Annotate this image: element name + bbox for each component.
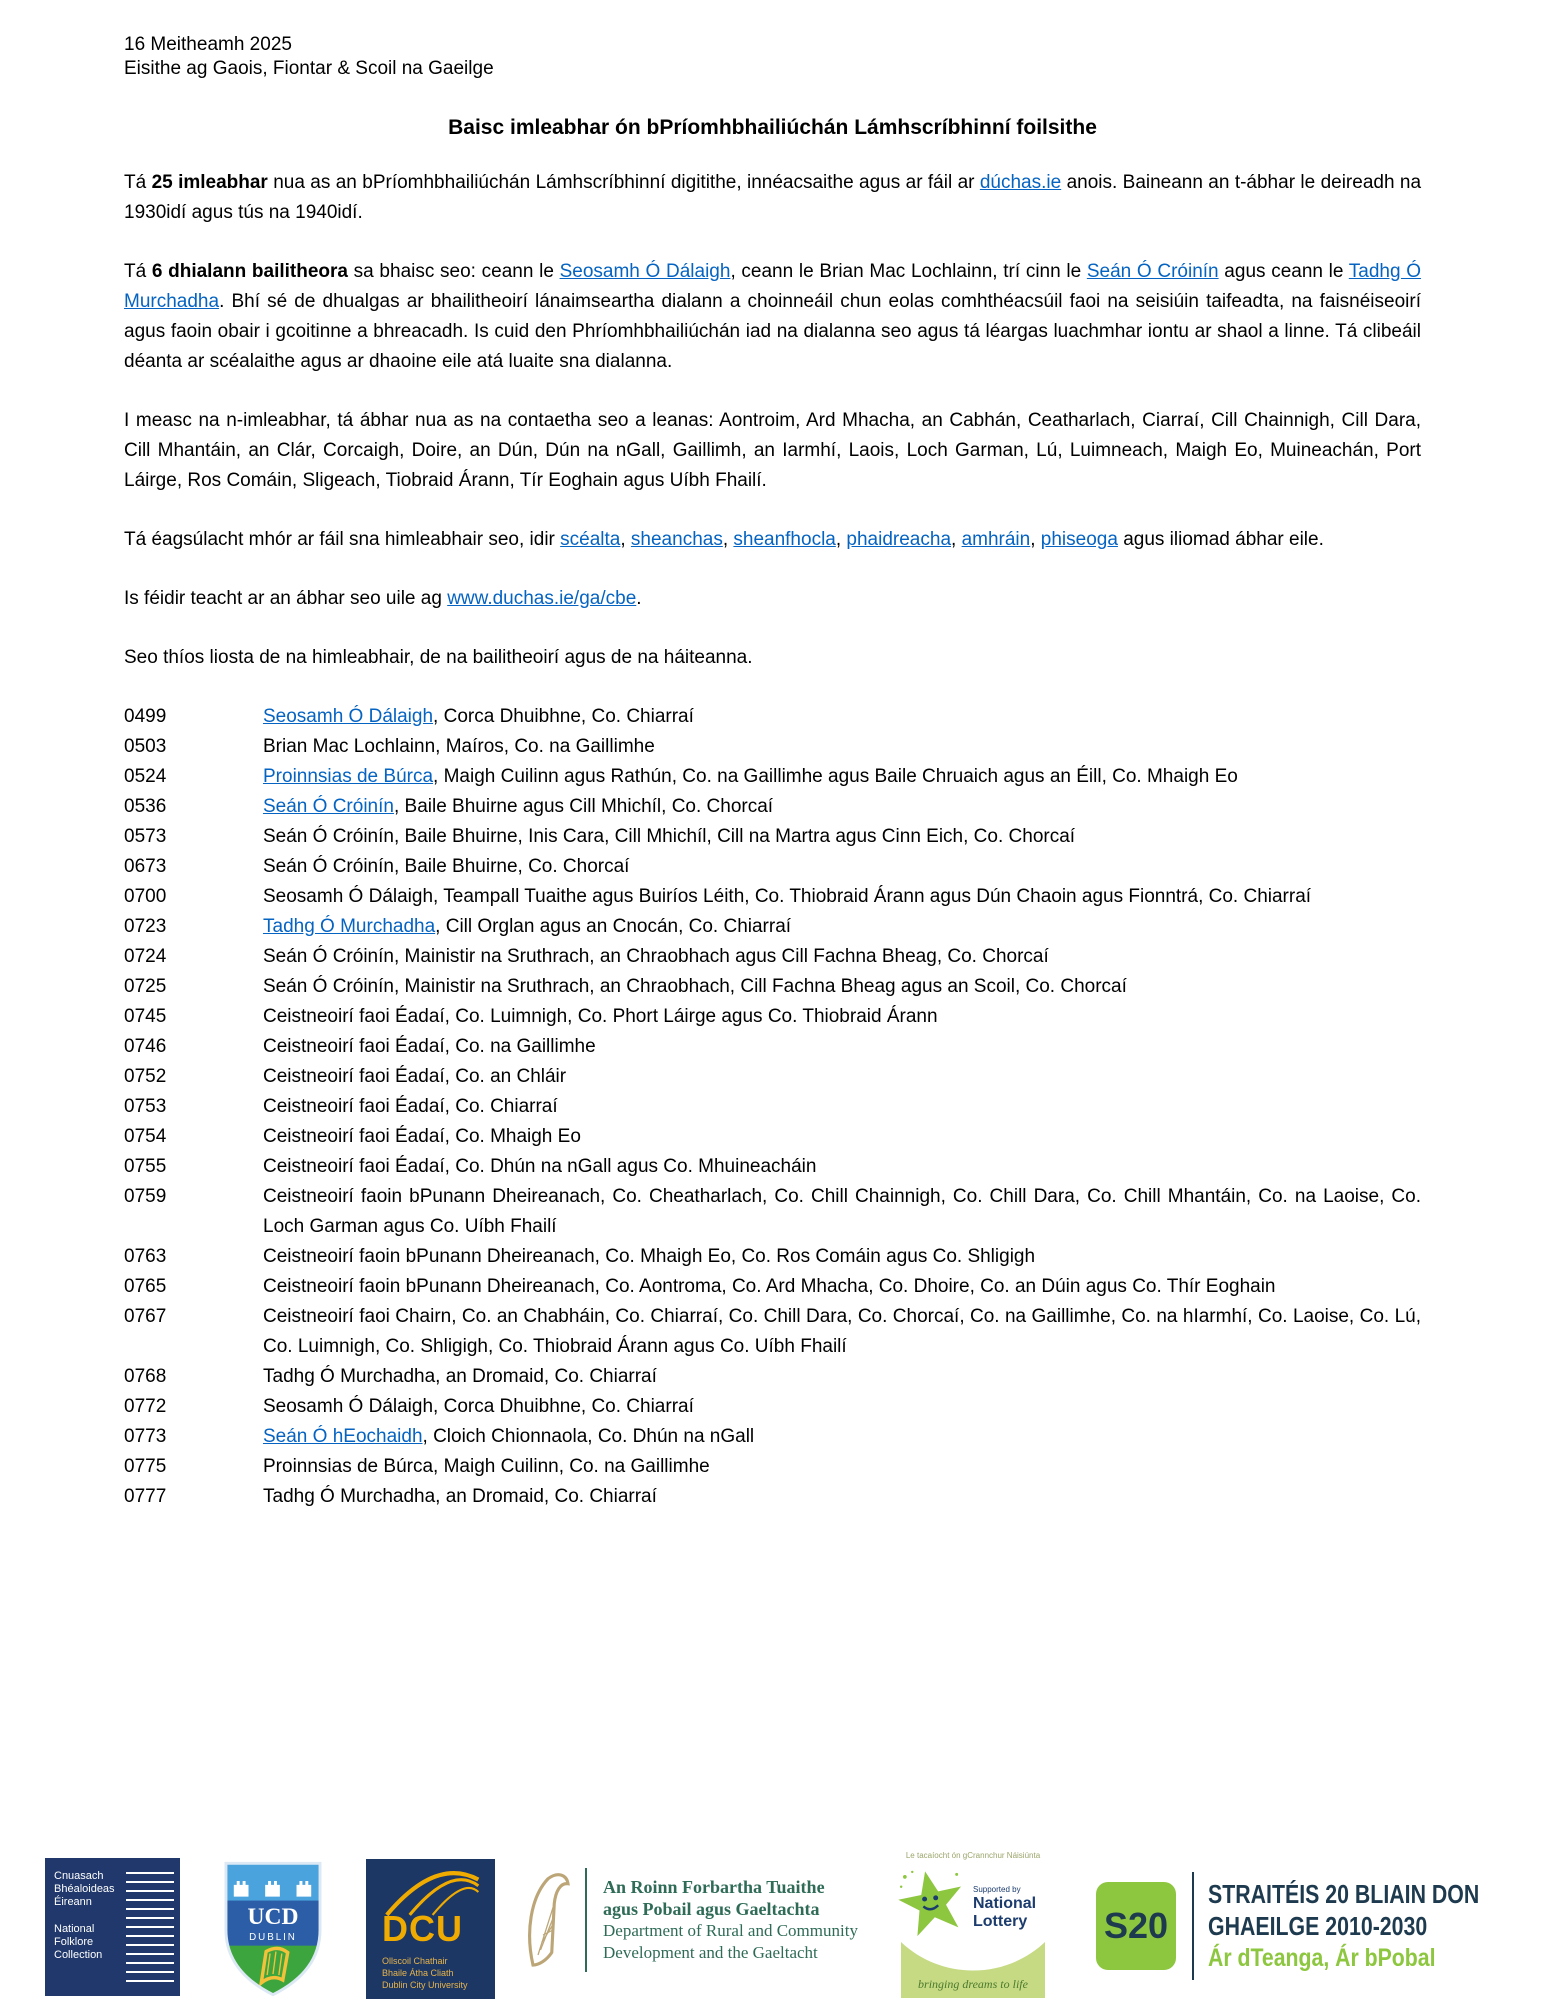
volume-row: [124, 1242, 1421, 1272]
inline-link[interactable]: Seán Ó Cróinín: [263, 796, 394, 817]
text-run: Is féidir teacht ar an ábhar seo uile ag: [124, 588, 448, 609]
text-run: , Cloich Chionnaola, Co. Dhún na nGall: [422, 1426, 755, 1447]
s20-tagline: Ár dTeanga, Ár bPobal: [1208, 1944, 1436, 1972]
inline-link[interactable]: amhráin: [961, 529, 1031, 550]
strategy-s20-logo: [1096, 1872, 1539, 1980]
volume-description: [263, 1062, 1421, 1092]
volume-row: [124, 1062, 1421, 1092]
text-run: Ceistneoirí faoi Éadaí, Co. Dhún na nGall agus Co. Mhuineacháin: [263, 1156, 817, 1177]
volume-row: [124, 1422, 1421, 1452]
volume-description: [263, 942, 1421, 972]
dept-irish-name-2: agus Pobail agus Gaeltachta: [603, 1899, 820, 1919]
volume-description: [263, 822, 1421, 852]
volume-description: [263, 1122, 1421, 1152]
volume-number: 0536: [124, 796, 167, 817]
s20-divider: [1192, 1872, 1194, 1980]
text-run: Seosamh Ó Dálaigh, Teampall Tuaithe agus Buiríos Léith, Co. Thiobraid Árann agus Dún Chaoin agus Fionntrá, Co. Chiarraí: [263, 886, 1312, 907]
nfc-logo-text: [54, 1870, 126, 1984]
dept-divider: [585, 1868, 587, 1972]
volume-row: [124, 1182, 1421, 1242]
volume-number: 0499: [124, 706, 167, 727]
volume-description: [263, 1362, 1421, 1392]
text-run: Seán Ó Cróinín, Baile Bhuirne, Co. Chorcaí: [263, 856, 630, 877]
nfc-stripes-icon: [126, 1872, 174, 1982]
volume-number: 0763: [124, 1246, 167, 1267]
text-run: Seán Ó Cróinín, Baile Bhuirne, Inis Cara, Cill Mhichíl, Cill na Martra agus Cinn Eich, Co. Chorcaí: [263, 826, 1076, 847]
paragraph-counties: [124, 406, 1421, 496]
volume-row: [124, 732, 1421, 762]
volume-description: [263, 882, 1421, 912]
document-content: [124, 114, 1421, 1512]
inline-link[interactable]: Tadhg Ó Murchadha: [124, 261, 1422, 312]
volume-number: 0773: [124, 1426, 167, 1447]
volume-number: 0573: [124, 826, 167, 847]
volume-description: [263, 1302, 1421, 1362]
text-run: agus ceann le: [1218, 261, 1349, 282]
volume-number: 0723: [124, 916, 167, 937]
bold-text-run: 25 imleabhar: [151, 172, 268, 193]
volume-number: 0777: [124, 1486, 167, 1507]
volume-number: 0745: [124, 1006, 167, 1027]
nfc-logo: [45, 1858, 180, 1996]
text-run: Tá: [124, 261, 152, 282]
text-run: Tá: [124, 172, 152, 193]
text-run: Ceistneoirí faoi Éadaí, Co. na Gaillimhe: [263, 1036, 596, 1057]
document-title: Baisc imleabhar ón bPríomhbhailiúchán Lámhscríbhinní foilsithe: [448, 116, 1097, 139]
volume-description: [263, 912, 1421, 942]
volume-row: [124, 942, 1421, 972]
ucd-city-text: DUBLIN: [249, 1931, 297, 1943]
dcu-irish-name-1: Ollscoil Chathair: [382, 1956, 448, 1966]
issuer-line: Eisithe ag Gaois, Fiontar & Scoil na Gaeilge: [124, 58, 494, 79]
ucd-abbr-text: UCD: [247, 1904, 299, 1931]
lottery-tagline: bringing dreams to life: [918, 1977, 1028, 1991]
text-run: Seán Ó Cróinín, Mainistir na Sruthrach, an Chraobhach, Cill Fachna Bheag agus an Scoil, Co. Chorcaí: [263, 976, 1127, 997]
volume-row: [124, 852, 1421, 882]
text-run: ,: [951, 529, 962, 550]
volume-number: 0700: [124, 886, 167, 907]
text-run: Ceistneoirí faoi Éadaí, Co. Luimnigh, Co. Phort Láirge agus Co. Thiobraid Árann: [263, 1006, 938, 1027]
text-run: agus iliomad ábhar eile.: [1117, 529, 1324, 550]
dept-english-name-2: Development and the Gaeltacht: [603, 1943, 818, 1962]
volume-row: [124, 972, 1421, 1002]
volume-number: 0503: [124, 736, 167, 757]
volume-description: [263, 702, 1421, 732]
volume-row: [124, 1302, 1421, 1362]
text-run: Ceistneoirí faoin bPunann Dheireanach, Co. Aontroma, Co. Ard Mhacha, Co. Dhoire, Co. an Dúin agus Co. Thír Eoghain: [263, 1276, 1276, 1297]
inline-link[interactable]: sheanchas: [630, 529, 723, 550]
text-run: Ceistneoirí faoi Chairn, Co. an Chabháin, Co. Chiarraí, Co. Chill Dara, Co. Chorcaí, Co. na Gaillimhe, Co. na hIarmhí, Co. Laoise, Co. Lú, Co. Luimnigh, Co. Shligigh, Co. Thiobraid Árann agus Co. Uíbh Fhailí: [263, 1306, 1421, 1357]
dept-irish-name-1: An Roinn Forbartha Tuaithe: [603, 1877, 825, 1897]
lottery-name-2: Lottery: [973, 1913, 1028, 1930]
volume-number: 0673: [124, 856, 167, 877]
inline-link[interactable]: Seán Ó hEochaidh: [263, 1426, 423, 1447]
text-run: Tadhg Ó Murchadha, an Dromaid, Co. Chiarraí: [263, 1366, 657, 1387]
volume-number: 0524: [124, 766, 167, 787]
lottery-star-icon: [895, 1867, 969, 1941]
volume-row: [124, 1272, 1421, 1302]
volume-description: [263, 1422, 1421, 1452]
inline-link[interactable]: www.duchas.ie/ga/cbe: [447, 588, 637, 609]
text-run: Tá éagsúlacht mhór ar fáil sna himleabhair seo, idir: [124, 529, 561, 550]
volume-number: 0725: [124, 976, 167, 997]
volume-description: [263, 732, 1421, 762]
volume-number: 0755: [124, 1156, 167, 1177]
volume-number: 0775: [124, 1456, 167, 1477]
text-run: I measc na n-imleabhar, tá ábhar nua as na contaetha seo a leanas: Aontroim, Ard Mhacha, an Cabhán, Ceatharlach, Ciarraí, Cill Chainnigh, Cill Dara, Cill Mhantáin, an Clár, Corcaigh, Doire, an Dún, Dún na nGall, Gaillimh, an Iarmhí, Laois, Loch Garman, Lú, Luimneach, Maigh Eo, Muineachán, Port Láirge, Ros Comáin, Sligeach, Tiobraid Árann, Tír Eoghain agus Uíbh Fhailí.: [124, 410, 1421, 491]
volume-row: [124, 1032, 1421, 1062]
text-run: Brian Mac Lochlainn, Maíros, Co. na Gaillimhe: [263, 736, 655, 757]
volume-row: [124, 1452, 1421, 1482]
volume-row: [124, 912, 1421, 942]
volume-row: [124, 1122, 1421, 1152]
text-run: nua as an bPríomhbhailiúchán Lámhscríbhinní digitithe, innéacsaithe agus ar fáil ar: [267, 172, 980, 193]
text-run: , Baile Bhuirne agus Cill Mhichíl, Co. Chorcaí: [393, 796, 774, 817]
volume-row: [124, 702, 1421, 732]
text-run: Proinnsias de Búrca, Maigh Cuilinn, Co. na Gaillimhe: [263, 1456, 710, 1477]
volume-description: [263, 762, 1421, 792]
paragraph-volumes: [124, 168, 1421, 228]
inline-link[interactable]: Seosamh Ó Dálaigh: [263, 706, 434, 727]
paragraph-diaries: [124, 257, 1421, 377]
inline-link[interactable]: Tadhg Ó Murchadha: [263, 916, 436, 937]
dcu-abbr-text: DCU: [382, 1908, 463, 1949]
inline-link[interactable]: Seosamh Ó Dálaigh: [559, 261, 731, 282]
dcu-logo: [366, 1859, 495, 1999]
inline-link[interactable]: Seán Ó Cróinín: [1086, 261, 1219, 282]
volume-row: [124, 882, 1421, 912]
text-run: .: [636, 588, 642, 609]
volume-row: [124, 762, 1421, 792]
text-run: , Corca Dhuibhne, Co. Chiarraí: [433, 706, 694, 727]
text-run: ,: [722, 529, 734, 550]
nfc-english-name: National Folklore Collection: [54, 1923, 103, 1961]
volume-number: 0767: [124, 1306, 167, 1327]
bold-text-run: 6 dhialann bailitheora: [151, 261, 348, 282]
national-lottery-logo: [893, 1845, 1053, 2000]
volume-row: [124, 1002, 1421, 1032]
text-run: Ceistneoirí faoi Éadaí, Co. Mhaigh Eo: [263, 1126, 581, 1147]
volume-number: 0772: [124, 1396, 167, 1417]
volume-number: 0752: [124, 1066, 167, 1087]
nfc-irish-name: Cnuasach Bhéaloideas Éireann: [54, 1870, 115, 1908]
volume-number: 0753: [124, 1096, 167, 1117]
text-run: , ceann le Brian Mac Lochlainn, trí cinn le: [730, 261, 1087, 282]
lottery-supported-by: Supported by: [973, 1885, 1021, 1894]
volume-description: [263, 1152, 1421, 1182]
volume-number: 0768: [124, 1366, 167, 1387]
lottery-support-note: Le tacaíocht ón gCrannchur Náisiúnta: [905, 1851, 1041, 1860]
paragraph-access: [124, 584, 1421, 614]
ucd-crest-icon: [224, 1861, 322, 1997]
volume-number: 0724: [124, 946, 167, 967]
volume-number: 0754: [124, 1126, 167, 1147]
volume-row: [124, 1482, 1421, 1512]
volume-number: 0746: [124, 1036, 167, 1057]
text-run: , Maigh Cuilinn agus Rathún, Co. na Gaillimhe agus Baile Chruaich agus an Éill, Co. Mhaigh Eo: [433, 766, 1238, 787]
volume-description: [263, 1242, 1421, 1272]
text-run: Ceistneoirí faoi Éadaí, Co. Chiarraí: [263, 1096, 558, 1117]
inline-link[interactable]: sheanfhocla: [733, 529, 836, 550]
volume-description: [263, 972, 1421, 1002]
text-run: . Bhí sé de dhualgas ar bhailitheoirí lánaimseartha dialann a choinneáil chun eolas comhthéacsúil faoi na seisiúin taifeadta, na faisnéiseoirí agus faoin obair i gcoitinne a bhreacadh. Is cuid den Phríomhbhailiúchán iad na dialanna seo agus tá léargas luachmhar iontu ar shaol a linne. Tá clibeáil déanta ar scéalaithe agus ar dhaoine eile atá luaite sna dialanna.: [124, 291, 1421, 372]
volume-description: [263, 1182, 1421, 1242]
text-run: Ceistneoirí faoin bPunann Dheireanach, Co. Cheatharlach, Co. Chill Chainnigh, Co. Chill Dara, Co. Chill Mhantáin, Co. na Laoise, Co. Loch Garman agus Co. Uíbh Fhailí: [263, 1186, 1421, 1237]
volume-description: [263, 1482, 1421, 1512]
text-run: Seo thíos liosta de na himleabhair, de na bailitheoirí agus de na háiteanna.: [124, 647, 753, 668]
volume-list: [124, 702, 1421, 1512]
dcu-irish-name-2: Bhaile Átha Cliath: [382, 1968, 454, 1978]
volume-row: [124, 1392, 1421, 1422]
volume-row: [124, 1152, 1421, 1182]
volume-row: [124, 822, 1421, 852]
inline-link[interactable]: scéalta: [560, 529, 621, 550]
department-logo: [523, 1868, 858, 1972]
volume-description: [263, 1092, 1421, 1122]
text-run: , Cill Orglan agus an Cnocán, Co. Chiarraí: [435, 916, 792, 937]
inline-link[interactable]: dúchas.ie: [979, 172, 1062, 193]
volume-description: [263, 1272, 1421, 1302]
volume-row: [124, 1362, 1421, 1392]
text-run: ,: [835, 529, 847, 550]
volume-number: 0759: [124, 1186, 167, 1207]
dcu-english-name: Dublin City University: [382, 1980, 468, 1990]
volume-description: [263, 852, 1421, 882]
dept-harp-icon: [523, 1870, 573, 1970]
text-run: Tadhg Ó Murchadha, an Dromaid, Co. Chiarraí: [263, 1486, 657, 1507]
text-run: Seán Ó Cróinín, Mainistir na Sruthrach, an Chraobhach agus Cill Fachna Bheag, Co. Chorcaí: [263, 946, 1049, 967]
paragraph-variety: [124, 525, 1421, 555]
inline-link[interactable]: phiseoga: [1040, 529, 1118, 550]
footer-logos: [0, 1845, 1545, 2000]
text-run: anois. Baineann an t-ábhar le deireadh na 1930idí agus tús na 1940idí.: [124, 172, 1422, 223]
s20-title-line-1: STRAITÉIS 20 BLIAIN DON: [1208, 1879, 1480, 1909]
inline-link[interactable]: Proinnsias de Búrca: [263, 766, 434, 787]
volume-description: [263, 1392, 1421, 1422]
document-header: [124, 33, 494, 81]
text-run: Ceistneoirí faoin bPunann Dheireanach, Co. Mhaigh Eo, Co. Ros Comáin agus Co. Shligigh: [263, 1246, 1036, 1267]
volume-row: [124, 792, 1421, 822]
date-line: 16 Meitheamh 2025: [124, 34, 292, 55]
dept-english-name-1: Department of Rural and Community: [603, 1921, 858, 1940]
paragraph-list-intro: [124, 643, 1421, 673]
text-run: ,: [620, 529, 631, 550]
volume-row: [124, 1092, 1421, 1122]
text-run: Seosamh Ó Dálaigh, Corca Dhuibhne, Co. Chiarraí: [263, 1396, 694, 1417]
text-run: ,: [1030, 529, 1041, 550]
volume-description: [263, 1032, 1421, 1062]
volume-number: 0765: [124, 1276, 167, 1297]
text-run: Ceistneoirí faoi Éadaí, Co. an Chláir: [263, 1066, 567, 1087]
volume-description: [263, 1002, 1421, 1032]
inline-link[interactable]: phaidreacha: [846, 529, 952, 550]
lottery-name-1: National: [973, 1895, 1037, 1912]
volume-description: [263, 792, 1421, 822]
s20-title-line-2: GHAEILGE 2010-2030: [1208, 1911, 1428, 1941]
ucd-logo: [224, 1861, 322, 1997]
volume-description: [263, 1452, 1421, 1482]
s20-badge: S20: [1096, 1882, 1176, 1970]
text-run: sa bhaisc seo: ceann le: [348, 261, 560, 282]
